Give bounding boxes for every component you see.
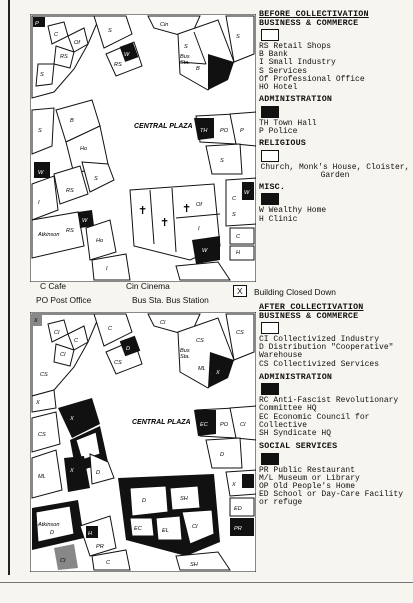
x-mark-icon: X	[233, 285, 247, 297]
svg-text:SH: SH	[190, 562, 198, 568]
svg-text:X: X	[70, 468, 74, 474]
legend-swatch-religious	[261, 150, 279, 162]
map-before-svg	[30, 14, 256, 282]
svg-text:P: P	[35, 21, 39, 27]
svg-text:S: S	[232, 212, 236, 218]
svg-text:PR: PR	[234, 526, 242, 532]
svg-text:Sta.: Sta.	[180, 60, 190, 66]
svg-text:CS: CS	[236, 330, 244, 336]
svg-text:I: I	[38, 200, 40, 206]
legend-before-business-title: BUSINESS & COMMERCE	[259, 17, 359, 28]
legend-item: Of Professional Office	[259, 74, 365, 84]
svg-text:CI: CI	[240, 422, 246, 428]
svg-text:RS: RS	[114, 62, 122, 68]
svg-text:RS: RS	[60, 54, 68, 60]
svg-text:TH: TH	[200, 128, 208, 134]
svg-text:X: X	[232, 482, 236, 488]
svg-text:Atkinson: Atkinson	[38, 232, 60, 238]
svg-text:C: C	[54, 32, 59, 38]
svg-text:Cin: Cin	[160, 22, 169, 28]
svg-text:X: X	[216, 370, 220, 376]
svg-text:D: D	[220, 452, 225, 458]
legend-item: TH Town Hall	[259, 118, 317, 128]
caption-cafe: C Cafe	[40, 281, 67, 291]
svg-text:X: X	[36, 400, 40, 406]
legend-before-religious-title: RELIGIOUS	[259, 137, 307, 148]
legend-after-header: AFTER COLLECTIVATION	[259, 302, 364, 312]
svg-text:CI: CI	[192, 524, 198, 530]
svg-text:CS: CS	[38, 432, 46, 438]
svg-text:S: S	[38, 128, 42, 134]
plaza-label-after: CENTRAL PLAZA	[132, 419, 191, 426]
svg-text:SH: SH	[180, 496, 188, 502]
svg-text:ML: ML	[198, 366, 206, 372]
legend-item: HO Hotel	[259, 82, 298, 92]
legend-before-header: BEFORE COLLECTIVATION	[259, 9, 369, 19]
svg-text:Sta.: Sta.	[180, 354, 190, 360]
svg-text:W: W	[124, 52, 130, 58]
legend-before-admin-title: ADMINISTRATION	[259, 94, 333, 105]
left-margin-line	[8, 0, 10, 575]
svg-text:W: W	[82, 218, 88, 224]
svg-text:H: H	[236, 250, 241, 256]
svg-text:EL: EL	[162, 528, 169, 534]
svg-text:RS: RS	[66, 228, 74, 234]
caption-building-closed: Building Closed Down	[254, 287, 336, 297]
legend-item: S Services	[259, 66, 308, 76]
svg-text:CI: CI	[54, 330, 60, 336]
legend-item: H Clinic	[259, 214, 298, 224]
svg-text:B: B	[70, 118, 74, 124]
caption-cinema: Cin Cinema	[126, 281, 170, 291]
legend-item: M/L Museum or Library	[259, 473, 360, 483]
svg-text:Bus: Bus	[180, 348, 190, 354]
legend-item: B Bank	[259, 50, 288, 60]
svg-text:Ho: Ho	[96, 238, 104, 244]
legend-after-business-title: BUSINESS & COMMERCE	[259, 310, 359, 321]
legend-swatch-admin-after	[261, 383, 279, 395]
legend-item: CS Collectivized Services	[259, 359, 380, 369]
legend-after	[259, 303, 411, 507]
svg-text:S: S	[236, 34, 240, 40]
legend-item: PR Public Restaurant	[259, 465, 356, 475]
svg-text:CI: CI	[60, 558, 66, 564]
legend-item: I Small Industry	[259, 58, 336, 68]
legend-item: CI Collectivized Industry	[259, 335, 380, 345]
svg-text:Ho: Ho	[80, 146, 88, 152]
plaza-label-before: CENTRAL PLAZA	[134, 123, 193, 130]
svg-text:S: S	[184, 44, 188, 50]
svg-text:S: S	[220, 158, 224, 164]
svg-text:PO: PO	[220, 128, 229, 134]
svg-text:Atkinson: Atkinson	[38, 522, 60, 528]
legend-item: W Wealthy Home	[259, 206, 327, 216]
svg-text:S: S	[94, 176, 98, 182]
svg-text:Of: Of	[196, 202, 202, 208]
legend-before-misc-title: MISC.	[259, 181, 286, 192]
svg-text:CI: CI	[60, 352, 66, 358]
map-after-collectivation	[30, 312, 256, 572]
svg-text:C: C	[106, 560, 111, 566]
svg-text:CS: CS	[40, 372, 48, 378]
svg-text:RC: RC	[80, 444, 89, 450]
legend-item: RC Anti-Fascist Revolutionary Committee HQ	[259, 396, 399, 414]
svg-text:✝: ✝	[160, 217, 170, 229]
svg-text:CS: CS	[114, 360, 122, 366]
svg-text:EC: EC	[134, 526, 142, 532]
svg-text:✝: ✝	[182, 203, 192, 215]
svg-text:Bus: Bus	[180, 54, 190, 60]
svg-text:D: D	[126, 346, 131, 352]
svg-text:B: B	[196, 66, 200, 72]
legend-swatch-business-after	[261, 322, 279, 334]
legend-item: P Police	[259, 126, 298, 136]
svg-text:D: D	[96, 470, 101, 476]
svg-text:EC: EC	[200, 422, 208, 428]
legend-item: Church, Monk's House, Cloister, Garden	[260, 162, 410, 180]
svg-text:I: I	[106, 266, 108, 272]
svg-text:✝: ✝	[138, 205, 148, 217]
svg-text:Cl: Cl	[160, 320, 166, 326]
caption-bus-station: Bus Sta. Bus Station	[132, 295, 209, 305]
legend-swatch-admin	[261, 106, 279, 118]
bottom-rule	[0, 582, 413, 583]
svg-text:CS: CS	[196, 338, 204, 344]
legend-item: EC Economic Council for Collective	[259, 412, 370, 430]
svg-text:RS: RS	[66, 188, 74, 194]
svg-text:W: W	[202, 248, 208, 254]
legend-item: ED School or Day-Care Facility or refuge	[259, 490, 404, 508]
svg-text:H: H	[88, 531, 93, 537]
svg-text:X: X	[34, 318, 38, 324]
svg-text:W: W	[244, 190, 250, 196]
svg-text:Of: Of	[74, 40, 80, 46]
legend-item: D Distribution "Cooperative" Warehouse	[259, 343, 394, 361]
svg-text:C: C	[236, 234, 241, 240]
legend-before	[259, 10, 411, 224]
svg-text:ML: ML	[38, 474, 46, 480]
legend-swatch-misc	[261, 193, 279, 205]
legend-item: SH Syndicate HQ	[259, 428, 332, 438]
caption-post-office: PO Post Office	[36, 295, 92, 305]
svg-text:PR: PR	[96, 544, 104, 550]
map-after-svg	[30, 312, 256, 572]
svg-text:S: S	[40, 72, 44, 78]
svg-text:D: D	[50, 530, 55, 536]
svg-text:P: P	[240, 128, 244, 134]
legend-item: RS Retail Shops	[259, 42, 332, 52]
svg-text:W: W	[38, 170, 44, 176]
map-before-collectivation	[30, 14, 256, 282]
legend-after-social-title: SOCIAL SERVICES	[259, 441, 338, 452]
legend-after-admin-title: ADMINISTRATION	[259, 371, 333, 382]
svg-text:I: I	[198, 226, 200, 232]
svg-text:S: S	[108, 28, 112, 34]
legend-item: OP Old People's Home	[259, 481, 356, 491]
svg-text:C: C	[74, 338, 79, 344]
svg-text:C: C	[232, 196, 237, 202]
legend-swatch-business	[261, 29, 279, 41]
svg-text:X: X	[70, 416, 74, 422]
legend-swatch-social	[261, 453, 279, 465]
svg-text:C: C	[108, 326, 113, 332]
svg-text:D: D	[142, 498, 147, 504]
svg-text:ED: ED	[234, 506, 242, 512]
svg-text:PO: PO	[220, 422, 229, 428]
